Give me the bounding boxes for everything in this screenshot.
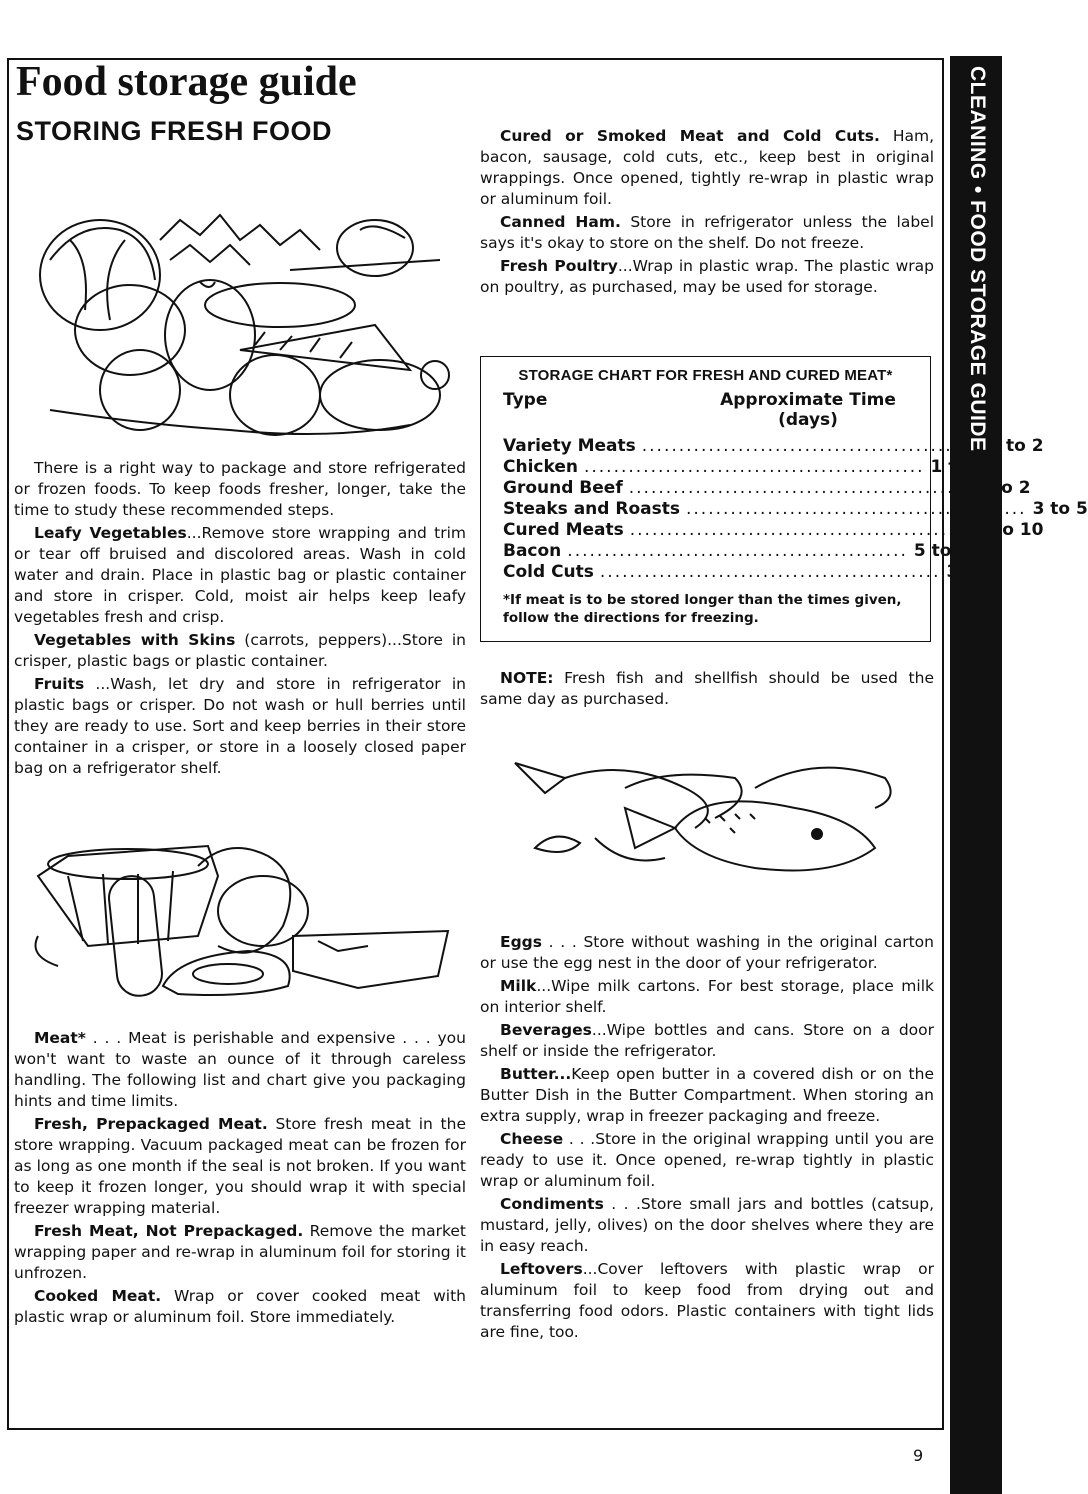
chart-row bbox=[503, 478, 1031, 499]
meat-storage-chart bbox=[480, 356, 1088, 642]
page-title: Food storage guide bbox=[16, 59, 357, 105]
cooked-meat-paragraph bbox=[14, 1286, 466, 1328]
fresh-poultry-heading: Fresh Poultry bbox=[500, 257, 618, 275]
cheese-text: . . .Store in the original wrapping until you are ready to use it. Once opened, re-wrap tightly in plastic wrap or aluminum foil. bbox=[480, 1130, 934, 1190]
note-heading: NOTE: bbox=[500, 669, 554, 687]
note-text: Fresh fish and shellfish should be used the same day as purchased. bbox=[480, 669, 934, 708]
chart-title: STORAGE CHART FOR FRESH AND CURED MEAT* bbox=[518, 367, 893, 384]
chart-row-days: 7 to 10 bbox=[976, 520, 1044, 540]
chart-row-days: 3 to 5 bbox=[1032, 499, 1088, 519]
chart-row-type: Cured Meats bbox=[503, 520, 624, 540]
not-prepackaged-paragraph bbox=[14, 1221, 466, 1284]
not-prepackaged-text: Remove the market wrapping paper and re-wrap in aluminum foil for storing it unfrozen. bbox=[14, 1222, 466, 1282]
cooked-meat-heading: Cooked Meat. bbox=[34, 1287, 162, 1305]
chart-row-days: 5 to 7 bbox=[913, 541, 970, 561]
meat-text: . . . Meat is perishable and expensive . . . you won't want to waste an ounce of it through careless handling. The following list and chart give you packaging hints and time limits. bbox=[14, 1029, 466, 1110]
chart-row bbox=[503, 499, 1088, 520]
leader-dots: .............................................. bbox=[583, 457, 925, 477]
fresh-poultry-text: ...Wrap in plastic wrap. The plastic wrap on poultry, as purchased, may be used for storage. bbox=[480, 257, 934, 296]
vegetables-skins-heading: Vegetables with Skins bbox=[34, 631, 236, 649]
leader-dots: .............................................. bbox=[641, 436, 983, 456]
condiments-text: . . .Store small jars and bottles (catsup, mustard, jelly, olives) on the door shelves where they are in easy reach. bbox=[480, 1195, 934, 1255]
leafy-vegetables-text: ...Remove store wrapping and trim or tear off bruised and discolored areas. Wash in cold water and drain. Place in plastic bag or plastic container and store in crisper. Cold, moist air helps keep leafy vegetables fresh and crisp. bbox=[14, 524, 466, 626]
chart-row-days: 1 to 2 bbox=[975, 478, 1031, 498]
fruits-text: ...Wash, let dry and store in refrigerator in plastic bags or crisper. Do not wash or hull berries until they are ready to use. Sort and keep berries in their store container in a crisper, or store in a loosely closed paper bag on a refrigerator shelf. bbox=[14, 675, 466, 777]
intro-paragraph: There is a right way to package and store refrigerated or frozen foods. To keep foods fresher, longer, take the time to study these recommended steps. bbox=[14, 459, 466, 519]
leafy-vegetables-paragraph bbox=[14, 523, 466, 628]
cured-meat-heading: Cured or Smoked Meat and Cold Cuts. bbox=[500, 127, 880, 145]
chart-col-type: Type bbox=[503, 390, 548, 410]
beverages-paragraph bbox=[480, 1020, 934, 1062]
chart-row bbox=[503, 436, 1044, 457]
butter-text: Keep open butter in a covered dish or on the Butter Dish in the Butter Compartment. When storing an extra supply, wrap in freezer packaging and freeze. bbox=[480, 1065, 934, 1125]
leftovers-text: ...Cover leftovers with plastic wrap or aluminum foil to keep food from drying out and transferring food odors. Plastic containers with tight lids are fine, too. bbox=[480, 1260, 934, 1341]
milk-text: ...Wipe milk cartons. For best storage, place milk on interior shelf. bbox=[480, 977, 934, 1016]
leader-dots: .............................................. bbox=[567, 541, 908, 561]
chart-row bbox=[503, 541, 970, 562]
cooked-meat-text: Wrap or cover cooked meat with plastic wrap or aluminum foil. Store immediately. bbox=[14, 1287, 467, 1326]
leader-dots: .............................................. bbox=[628, 478, 970, 498]
leader-dots: .............................................. bbox=[685, 499, 1027, 519]
chart-row-type: Chicken bbox=[503, 457, 578, 477]
fruits-heading: Fruits bbox=[34, 675, 85, 693]
chart-row-type: Cold Cuts bbox=[503, 562, 594, 582]
chart-header bbox=[503, 390, 908, 430]
fish-illustration bbox=[505, 748, 905, 888]
note-paragraph bbox=[480, 668, 934, 710]
butter-heading: Butter... bbox=[500, 1065, 572, 1083]
vegetables-illustration bbox=[30, 200, 450, 445]
section-subtitle: STORING FRESH FOOD bbox=[16, 116, 333, 146]
chart-row bbox=[503, 520, 1044, 541]
butter-paragraph bbox=[480, 1064, 934, 1127]
not-prepackaged-heading: Fresh Meat, Not Prepackaged. bbox=[34, 1222, 304, 1240]
section-tab bbox=[950, 56, 1002, 1494]
canned-ham-paragraph bbox=[480, 212, 934, 254]
chart-row-days: 3 to 5 bbox=[946, 562, 1002, 582]
chart-row-type: Ground Beef bbox=[503, 478, 623, 498]
chart-row-type: Variety Meats bbox=[503, 436, 636, 456]
cured-meat-text: Ham, bacon, sausage, cold cuts, etc., keep best in original wrappings. Once opened, tightly re-wrap in plastic wrap or aluminum foil. bbox=[480, 127, 934, 208]
section-tab-label: CLEANING • FOOD STORAGE GUIDE bbox=[966, 66, 989, 452]
condiments-paragraph bbox=[480, 1194, 934, 1257]
milk-paragraph bbox=[480, 976, 934, 1018]
condiments-heading: Condiments bbox=[500, 1195, 604, 1213]
canned-ham-heading: Canned Ham. bbox=[500, 213, 621, 231]
leftovers-paragraph bbox=[480, 1259, 934, 1343]
fresh-prepackaged-heading: Fresh, Prepackaged Meat. bbox=[34, 1115, 268, 1133]
vegetables-skins-paragraph bbox=[14, 630, 466, 672]
leftovers-heading: Leftovers bbox=[500, 1260, 583, 1278]
fresh-prepackaged-text: Store fresh meat in the store wrapping. Vacuum packaged meat can be frozen for as long as one month if the seal is not broken. If you want to keep it frozen longer, you should wrap it with special freezer wrapping material. bbox=[14, 1115, 466, 1217]
milk-heading: Milk bbox=[500, 977, 537, 995]
page-number: 9 bbox=[913, 1446, 924, 1465]
eggs-text: . . . Store without washing in the original carton or use the egg nest in the door of your refrigerator. bbox=[480, 933, 934, 972]
chart-row bbox=[503, 562, 1002, 583]
fresh-prepackaged-paragraph bbox=[14, 1114, 466, 1219]
meat-illustration bbox=[28, 826, 458, 1004]
fruits-paragraph bbox=[14, 674, 466, 779]
eggs-paragraph bbox=[480, 932, 934, 974]
canned-ham-text: Store in refrigerator unless the label says it's okay to store on the shelf. Do not freeze. bbox=[480, 213, 934, 252]
beverages-heading: Beverages bbox=[500, 1021, 592, 1039]
beverages-text: ...Wipe bottles and cans. Store on a door shelf or inside the refrigerator. bbox=[480, 1021, 934, 1060]
vegetables-skins-text: (carrots, peppers)...Store in crisper, plastic bags or plastic container. bbox=[14, 631, 466, 670]
fresh-poultry-paragraph bbox=[480, 256, 934, 298]
chart-row-days: 1 to 2 bbox=[930, 457, 986, 477]
cheese-heading: Cheese bbox=[500, 1130, 564, 1148]
chart-row-type: Bacon bbox=[503, 541, 562, 561]
eggs-heading: Eggs bbox=[500, 933, 543, 951]
meat-paragraph bbox=[14, 1028, 466, 1112]
cured-meat-paragraph bbox=[480, 126, 934, 210]
meat-heading: Meat* bbox=[34, 1029, 86, 1047]
leafy-vegetables-heading: Leafy Vegetables bbox=[34, 524, 187, 542]
leader-dots: .............................................. bbox=[629, 520, 971, 540]
chart-row-days: 1 to 2 bbox=[988, 436, 1044, 456]
leader-dots: .............................................. bbox=[599, 562, 941, 582]
chart-col-time: Approximate Time (days) bbox=[720, 390, 896, 430]
chart-footnote: *If meat is to be stored longer than the times given, follow the directions for freezing. bbox=[503, 592, 902, 626]
cheese-paragraph bbox=[480, 1129, 934, 1192]
chart-row bbox=[503, 457, 986, 478]
chart-row-type: Steaks and Roasts bbox=[503, 499, 680, 519]
